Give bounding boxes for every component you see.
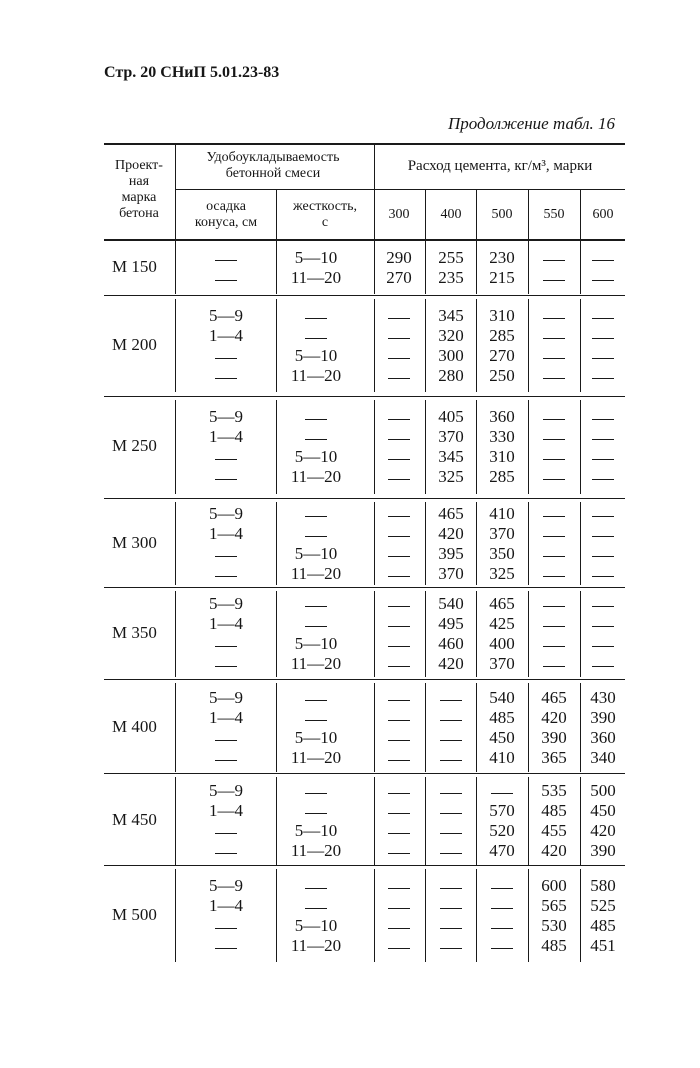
empty-dash [305, 536, 327, 537]
page-header: Стр. 20 СНиП 5.01.23-83 [104, 64, 280, 81]
row-grade-label: М 450 [112, 810, 157, 829]
empty-dash [388, 338, 410, 339]
table-cell: 285 [489, 467, 515, 486]
header-stiffness-line: жесткость, [292, 199, 358, 214]
empty-dash [388, 378, 410, 379]
empty-dash [305, 439, 327, 440]
empty-dash [215, 928, 237, 929]
table-cell: 600 [541, 875, 567, 895]
row-grade-label: М 350 [112, 623, 157, 642]
empty-dash [388, 948, 410, 949]
table-cell: 455 [541, 821, 567, 840]
table-cell: 465 [489, 594, 515, 613]
table-cell: 325 [489, 563, 515, 583]
empty-dash [592, 626, 614, 627]
table-cell: 580 [590, 875, 616, 895]
empty-dash [440, 700, 462, 701]
table-cell: 1—4 [209, 523, 243, 543]
table-cell: 465 [438, 503, 464, 523]
table-cell: 1—4 [209, 325, 243, 345]
subheader-rule-left [175, 189, 625, 190]
table-cell: 5—9 [209, 305, 243, 325]
empty-dash [388, 459, 410, 460]
empty-dash [592, 646, 614, 647]
empty-dash [305, 516, 327, 517]
empty-dash [388, 666, 410, 667]
empty-dash [543, 516, 565, 517]
table-cell: 450 [489, 727, 515, 747]
empty-dash [215, 378, 237, 379]
table-cell: 11—20 [290, 841, 342, 860]
table-cell: 270 [489, 345, 515, 365]
empty-dash [305, 793, 327, 794]
header-slump-line: конуса, см [194, 215, 258, 230]
table-cell: 370 [489, 523, 515, 543]
empty-dash [388, 419, 410, 420]
empty-dash [491, 948, 513, 949]
empty-dash [543, 479, 565, 480]
empty-dash [440, 740, 462, 741]
empty-dash [543, 260, 565, 261]
body-vline [580, 299, 581, 392]
table-cell: 1—4 [209, 707, 243, 727]
empty-dash [592, 516, 614, 517]
table-cell: 570 [489, 801, 515, 820]
empty-dash [215, 740, 237, 741]
empty-dash [215, 459, 237, 460]
table-cell: 370 [438, 563, 464, 583]
table-cell: 460 [438, 634, 464, 653]
empty-dash [388, 793, 410, 794]
body-vline [476, 869, 477, 962]
empty-dash [543, 318, 565, 319]
empty-dash [440, 760, 462, 761]
empty-dash [440, 813, 462, 814]
empty-dash [305, 908, 327, 909]
table-cell: 11—20 [290, 267, 342, 287]
empty-dash [388, 908, 410, 909]
table-cell: 5—10 [294, 821, 338, 840]
table-cell: 5—9 [209, 781, 243, 800]
empty-dash [592, 358, 614, 359]
table-cell: 451 [590, 935, 616, 955]
table-cell: 500 [590, 781, 616, 800]
empty-dash [592, 318, 614, 319]
table-cell: 5—10 [294, 447, 338, 466]
body-vline [580, 591, 581, 677]
table-cell: 395 [438, 543, 464, 563]
empty-dash [215, 280, 237, 281]
row-grade-label: М 300 [112, 532, 157, 552]
header-bottom-rule [104, 239, 625, 241]
empty-dash [305, 338, 327, 339]
empty-dash [543, 358, 565, 359]
table-cell: 350 [489, 543, 515, 563]
table-cell: 535 [541, 781, 567, 800]
empty-dash [388, 928, 410, 929]
body-vline [374, 869, 375, 962]
empty-dash [440, 928, 462, 929]
empty-dash [491, 908, 513, 909]
body-vline [425, 869, 426, 962]
empty-dash [215, 666, 237, 667]
empty-dash [592, 666, 614, 667]
header-design-grade-line: ная [128, 174, 150, 189]
empty-dash [215, 948, 237, 949]
row-separator [104, 587, 625, 588]
empty-dash [543, 666, 565, 667]
table-cell: 420 [541, 707, 567, 727]
table-cell: 235 [438, 267, 464, 287]
empty-dash [215, 576, 237, 577]
table-caption: Продолжение табл. 16 [447, 114, 615, 133]
table-cell: 485 [541, 935, 567, 955]
empty-dash [305, 318, 327, 319]
empty-dash [305, 419, 327, 420]
table-cell: 420 [541, 841, 567, 860]
empty-dash [305, 626, 327, 627]
empty-dash [543, 576, 565, 577]
empty-dash [388, 556, 410, 557]
row-grade-label: М 400 [112, 716, 157, 736]
body-vline [175, 591, 176, 677]
body-vline [580, 502, 581, 585]
table-cell: 485 [489, 707, 515, 727]
empty-dash [592, 378, 614, 379]
body-vline [580, 241, 581, 294]
empty-dash [440, 948, 462, 949]
empty-dash [215, 556, 237, 557]
row-separator [104, 865, 625, 866]
table-cell: 565 [541, 895, 567, 915]
empty-dash [215, 853, 237, 854]
table-cell: 5—9 [209, 594, 243, 613]
table-cell: 405 [438, 407, 464, 426]
table-cell: 5—10 [294, 915, 338, 935]
empty-dash [543, 556, 565, 557]
table-cell: 365 [541, 747, 567, 767]
table-cell: 11—20 [290, 467, 342, 486]
empty-dash [215, 833, 237, 834]
table-cell: 5—10 [294, 727, 338, 747]
empty-dash [388, 439, 410, 440]
empty-dash [440, 793, 462, 794]
empty-dash [592, 419, 614, 420]
row-grade-label: М 250 [112, 436, 157, 455]
header-cement-consumption: Расход цемента, кг/м³, марки [407, 158, 593, 174]
table-cell: 5—10 [294, 634, 338, 653]
header-slump-line: осадка [206, 199, 246, 214]
header-cement-grade: 300 [388, 207, 410, 222]
table-cell: 1—4 [209, 427, 243, 446]
empty-dash [543, 536, 565, 537]
empty-dash [592, 338, 614, 339]
row-separator [104, 295, 625, 296]
empty-dash [388, 813, 410, 814]
empty-dash [592, 576, 614, 577]
table-cell: 525 [590, 895, 616, 915]
table-cell: 5—9 [209, 503, 243, 523]
header-slump [177, 199, 275, 231]
empty-dash [388, 606, 410, 607]
body-vline [175, 241, 176, 294]
empty-dash [440, 908, 462, 909]
table-cell: 465 [541, 687, 567, 707]
body-vline [374, 591, 375, 677]
table-cell: 11—20 [290, 747, 342, 767]
empty-dash [305, 700, 327, 701]
header-cement-grade: 600 [592, 207, 614, 222]
header-workability [175, 150, 371, 182]
table-cell: 1—4 [209, 801, 243, 820]
body-vline [175, 299, 176, 392]
empty-dash [388, 516, 410, 517]
header-design-grade-line: бетона [119, 206, 159, 221]
table-cell: 485 [541, 801, 567, 820]
table-top-rule [104, 143, 625, 145]
row-grade-label: М 150 [112, 256, 157, 276]
table-cell: 345 [438, 447, 464, 466]
header-cement-grade: 400 [440, 207, 462, 222]
table-cell: 1—4 [209, 614, 243, 633]
empty-dash [388, 700, 410, 701]
empty-dash [305, 720, 327, 721]
empty-dash [388, 833, 410, 834]
empty-dash [388, 358, 410, 359]
row-separator [104, 679, 625, 680]
body-vline [374, 502, 375, 585]
table-cell: 360 [590, 727, 616, 747]
body-vline [175, 502, 176, 585]
body-vline [580, 400, 581, 494]
empty-dash [592, 459, 614, 460]
table-cell: 300 [438, 345, 464, 365]
body-vline [425, 683, 426, 772]
empty-dash [592, 280, 614, 281]
table-cell: 230 [489, 247, 515, 267]
table-cell: 250 [489, 365, 515, 385]
empty-dash [440, 888, 462, 889]
table-cell: 495 [438, 614, 464, 633]
empty-dash [543, 459, 565, 460]
empty-dash [388, 888, 410, 889]
empty-dash [440, 720, 462, 721]
empty-dash [592, 606, 614, 607]
table-cell: 520 [489, 821, 515, 840]
table-cell: 5—9 [209, 875, 243, 895]
table-cell: 400 [489, 634, 515, 653]
empty-dash [592, 479, 614, 480]
empty-dash [491, 888, 513, 889]
table-cell: 310 [489, 447, 515, 466]
empty-dash [215, 646, 237, 647]
empty-dash [388, 479, 410, 480]
empty-dash [215, 479, 237, 480]
empty-dash [388, 626, 410, 627]
table-cell: 1—4 [209, 895, 243, 915]
header-design-grade-line: Проект- [115, 158, 163, 173]
empty-dash [388, 760, 410, 761]
empty-dash [215, 260, 237, 261]
table-cell: 420 [438, 654, 464, 673]
table-cell: 290 [386, 247, 412, 267]
empty-dash [388, 576, 410, 577]
empty-dash [491, 793, 513, 794]
table-cell: 215 [489, 267, 515, 287]
table-cell: 340 [590, 747, 616, 767]
table-cell: 390 [590, 841, 616, 860]
body-vline [175, 683, 176, 772]
table-cell: 425 [489, 614, 515, 633]
table-cell: 370 [489, 654, 515, 673]
table-cell: 330 [489, 427, 515, 446]
empty-dash [543, 439, 565, 440]
empty-dash [592, 536, 614, 537]
empty-dash [215, 358, 237, 359]
table-cell: 11—20 [290, 654, 342, 673]
empty-dash [543, 338, 565, 339]
table-cell: 420 [590, 821, 616, 840]
table-cell: 5—9 [209, 687, 243, 707]
empty-dash [543, 646, 565, 647]
table-cell: 310 [489, 305, 515, 325]
table-cell: 360 [489, 407, 515, 426]
empty-dash [305, 813, 327, 814]
empty-dash [388, 720, 410, 721]
table-cell: 430 [590, 687, 616, 707]
body-vline [175, 777, 176, 865]
empty-dash [592, 260, 614, 261]
table-cell: 485 [590, 915, 616, 935]
table-cell: 410 [489, 747, 515, 767]
table-cell: 450 [590, 801, 616, 820]
table-cell: 390 [590, 707, 616, 727]
empty-dash [215, 760, 237, 761]
table-cell: 5—10 [294, 345, 338, 365]
row-grade-label: М 500 [112, 904, 157, 924]
table-cell: 470 [489, 841, 515, 860]
row-separator [104, 498, 625, 499]
empty-dash [388, 536, 410, 537]
table-cell: 370 [438, 427, 464, 446]
empty-dash [543, 626, 565, 627]
table-cell: 5—10 [294, 543, 338, 563]
empty-dash [592, 556, 614, 557]
table-cell: 325 [438, 467, 464, 486]
table-cell: 280 [438, 365, 464, 385]
body-vline [175, 869, 176, 962]
table-cell: 540 [489, 687, 515, 707]
table-cell: 270 [386, 267, 412, 287]
header-stiffness-line: с [321, 215, 329, 230]
empty-dash [388, 853, 410, 854]
empty-dash [491, 928, 513, 929]
body-vline [374, 683, 375, 772]
empty-dash [388, 740, 410, 741]
row-separator [104, 396, 625, 397]
table-cell: 345 [438, 305, 464, 325]
table-cell: 255 [438, 247, 464, 267]
empty-dash [305, 888, 327, 889]
table-cell: 320 [438, 325, 464, 345]
empty-dash [305, 606, 327, 607]
header-cement-grade: 550 [543, 207, 565, 222]
body-vline [175, 400, 176, 494]
empty-dash [440, 833, 462, 834]
table-cell: 410 [489, 503, 515, 523]
body-vline [374, 299, 375, 392]
row-separator [104, 773, 625, 774]
table-cell: 5—9 [209, 407, 243, 426]
table-cell: 530 [541, 915, 567, 935]
empty-dash [388, 646, 410, 647]
table-cell: 11—20 [290, 365, 342, 385]
body-vline [374, 400, 375, 494]
table-cell: 11—20 [290, 563, 342, 583]
empty-dash [543, 419, 565, 420]
table-cell: 5—10 [294, 247, 338, 267]
empty-dash [543, 280, 565, 281]
body-vline [374, 777, 375, 865]
header-workability-line: бетонной смеси [225, 166, 321, 181]
empty-dash [543, 606, 565, 607]
table-cell: 11—20 [290, 935, 342, 955]
table-cell: 420 [438, 523, 464, 543]
body-vline [425, 777, 426, 865]
empty-dash [440, 853, 462, 854]
empty-dash [543, 378, 565, 379]
header-workability-line: Удобоукладываемость [206, 150, 340, 165]
table-cell: 390 [541, 727, 567, 747]
header-design-grade-line: марка [121, 190, 157, 205]
table-cell: 285 [489, 325, 515, 345]
header-cement-grade: 500 [491, 207, 513, 222]
header-stiffness [277, 199, 373, 231]
empty-dash [388, 318, 410, 319]
row-grade-label: М 200 [112, 334, 157, 354]
header-vline [374, 143, 375, 239]
table-cell: 540 [438, 594, 464, 613]
header-design-grade [105, 158, 173, 222]
empty-dash [592, 439, 614, 440]
